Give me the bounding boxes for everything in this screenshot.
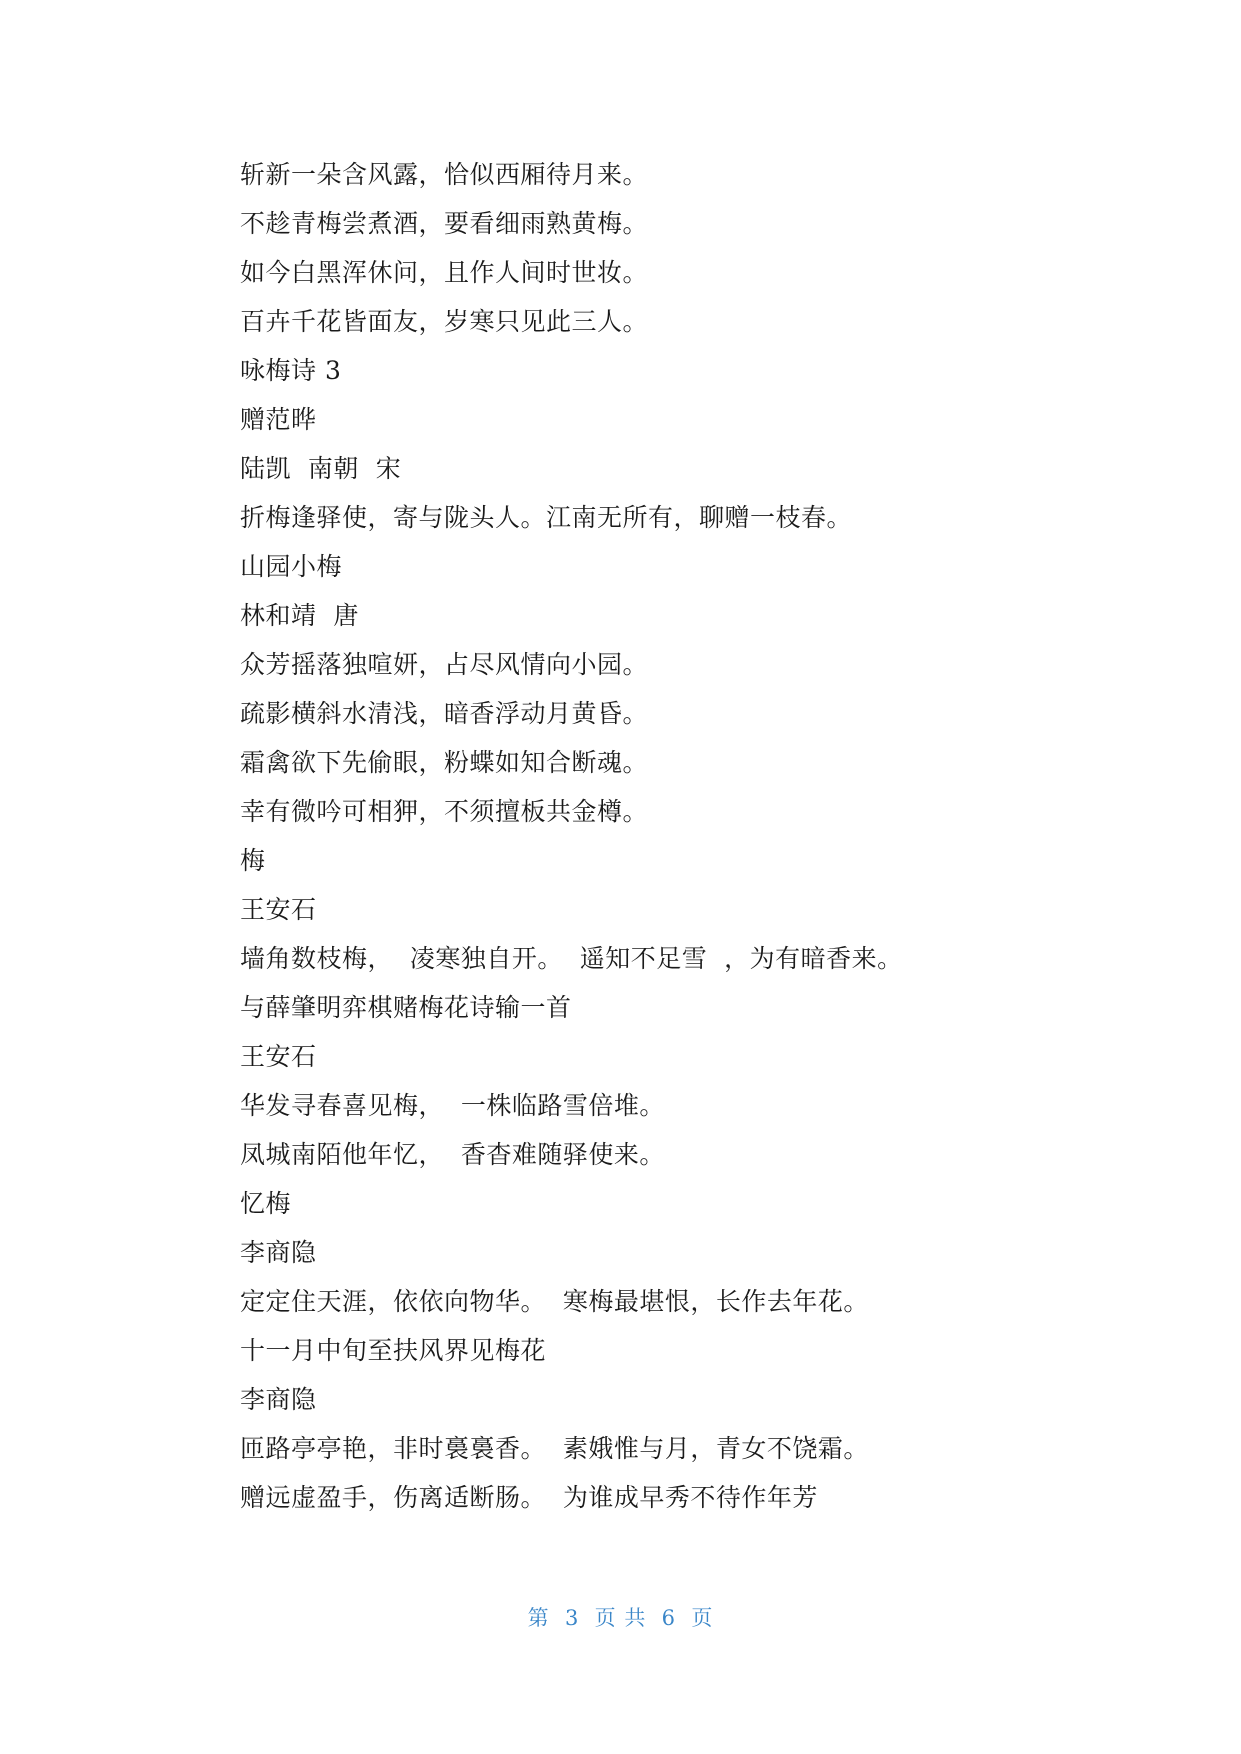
text-line: 斩新一朵含风露，恰似西厢待月来。 [240,160,649,189]
text-line: 百卉千花皆面友，岁寒只见此三人。 [240,307,649,336]
poem-author: 李商隐 [240,1385,317,1414]
poem-title: 与薛肇明弈棋赌梅花诗输一首 [240,993,572,1022]
text-line: 赠远虚盈手，伤离适断肠。 为谁成早秀不待作年芳 [240,1483,818,1512]
poem-author: 王安石 [240,1042,317,1071]
poem-title: 十一月中旬至扶风界见梅花 [240,1336,547,1365]
page-number-footer: 第 3 页 共 6 页 [527,1606,714,1630]
section-heading: 咏梅诗 3 [240,356,342,385]
text-line: 众芳摇落独喧妍，占尽风情向小园。 [240,650,649,679]
poem-title: 忆梅 [240,1189,292,1218]
text-line: 折梅逢驿使，寄与陇头人。江南无所有，聊赠一枝春。 [240,503,853,532]
text-line: 墙角数枝梅， 凌寒独自开。 遥知不足雪 ，为有暗香来。 [240,944,903,973]
text-line: 幸有微吟可相狎，不须擅板共金樽。 [240,797,649,826]
text-line: 如今白黑浑休问，且作人间时世妆。 [240,258,649,287]
poem-author: 王安石 [240,895,317,924]
poem-title: 赠范晔 [240,405,317,434]
poem-author: 陆凯 南朝 宋 [240,454,402,483]
text-line: 定定住天涯，依依向物华。 寒梅最堪恨，长作去年花。 [240,1287,869,1316]
text-line: 霜禽欲下先偷眼，粉蝶如知合断魂。 [240,748,649,777]
text-line: 匝路亭亭艳，非时裛裛香。 素娥惟与月，青女不饶霜。 [240,1434,869,1463]
poem-author: 林和靖 唐 [240,601,359,630]
poem-author: 李商隐 [240,1238,317,1267]
poem-title: 山园小梅 [240,552,343,581]
text-line: 不趁青梅尝煮酒，要看细雨熟黄梅。 [240,209,649,238]
poem-title: 梅 [240,846,266,875]
text-line: 华发寻春喜见梅， 一株临路雪倍堆。 [240,1091,665,1120]
text-line: 疏影横斜水清浅，暗香浮动月黄昏。 [240,699,649,728]
poem-text-body [240,150,1000,1522]
text-line: 凤城南陌他年忆， 香杳难随驿使来。 [240,1140,665,1169]
